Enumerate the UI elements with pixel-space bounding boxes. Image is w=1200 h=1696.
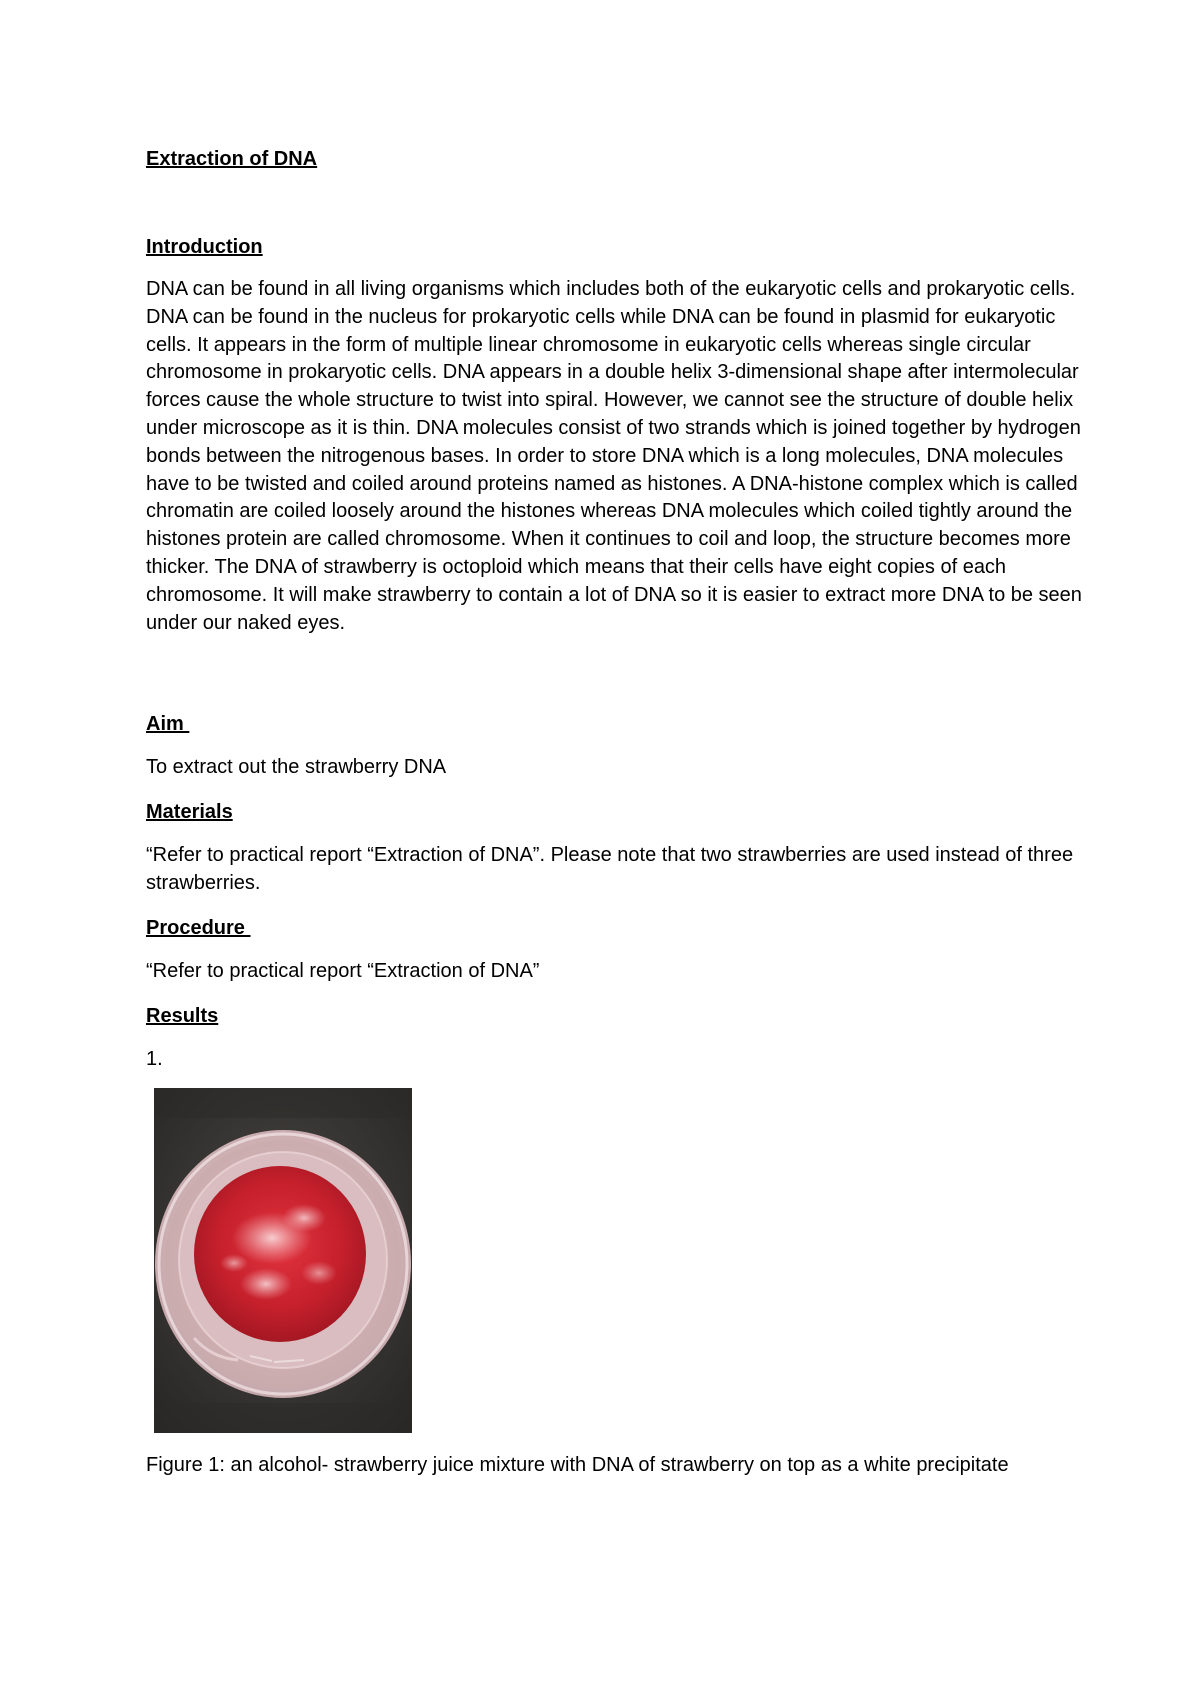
procedure-heading: Procedure xyxy=(146,917,251,939)
materials-heading: Materials xyxy=(146,801,233,823)
document-title: Extraction of DNA xyxy=(146,148,318,170)
results-item-number: 1. xyxy=(146,1048,163,1070)
aim-paragraph: To extract out the strawberry DNA xyxy=(146,756,447,778)
aim-heading: Aim xyxy=(146,713,190,735)
figure-caption: Figure 1: an alcohol- strawberry juice mixture with DNA of strawberry on top as a white precipitate xyxy=(146,1454,1009,1476)
strawberry-dna-photo xyxy=(154,1088,412,1433)
results-heading: Results xyxy=(146,1005,219,1027)
procedure-paragraph: “Refer to practical report “Extraction of DNA” xyxy=(146,960,540,982)
materials-paragraph: “Refer to practical report “Extraction of DNA”. Please note that two strawberries are used instead of three strawberries. xyxy=(146,844,1074,894)
introduction-paragraph: DNA can be found in all living organisms which includes both of the eukaryotic cells and prokaryotic cells. DNA can be found in the nucleus for prokaryotic cells while DNA can be found in plasmid for eukaryotic cells. It appears in the form of multiple linear chromosome in eukaryotic cells whereas single circular chromosome in prokaryotic cells. DNA appears in a double helix 3-dimensional shape after intermolecular forces cause the whole structure to twist into spiral. However, we cannot see the structure of double helix under microscope as it is thin. DNA molecules consist of two strands which is joined together by hydrogen bonds between the nitrogenous bases. In order to store DNA which is a long molecules, DNA molecules have to be twisted and coiled around proteins named as histones. A DNA-histone complex which is called chromatin are coiled loosely around the histones whereas DNA molecules which coiled tightly around the histones protein are called chromosome. When it continues to coil and loop, the structure becomes more thicker. The DNA of strawberry is octoploid which means that their cells have eight copies of each chromosome. It will make strawberry to contain a lot of DNA so it is easier to extract more DNA to be seen under our naked eyes. xyxy=(146,278,1082,634)
introduction-heading: Introduction xyxy=(146,236,263,258)
